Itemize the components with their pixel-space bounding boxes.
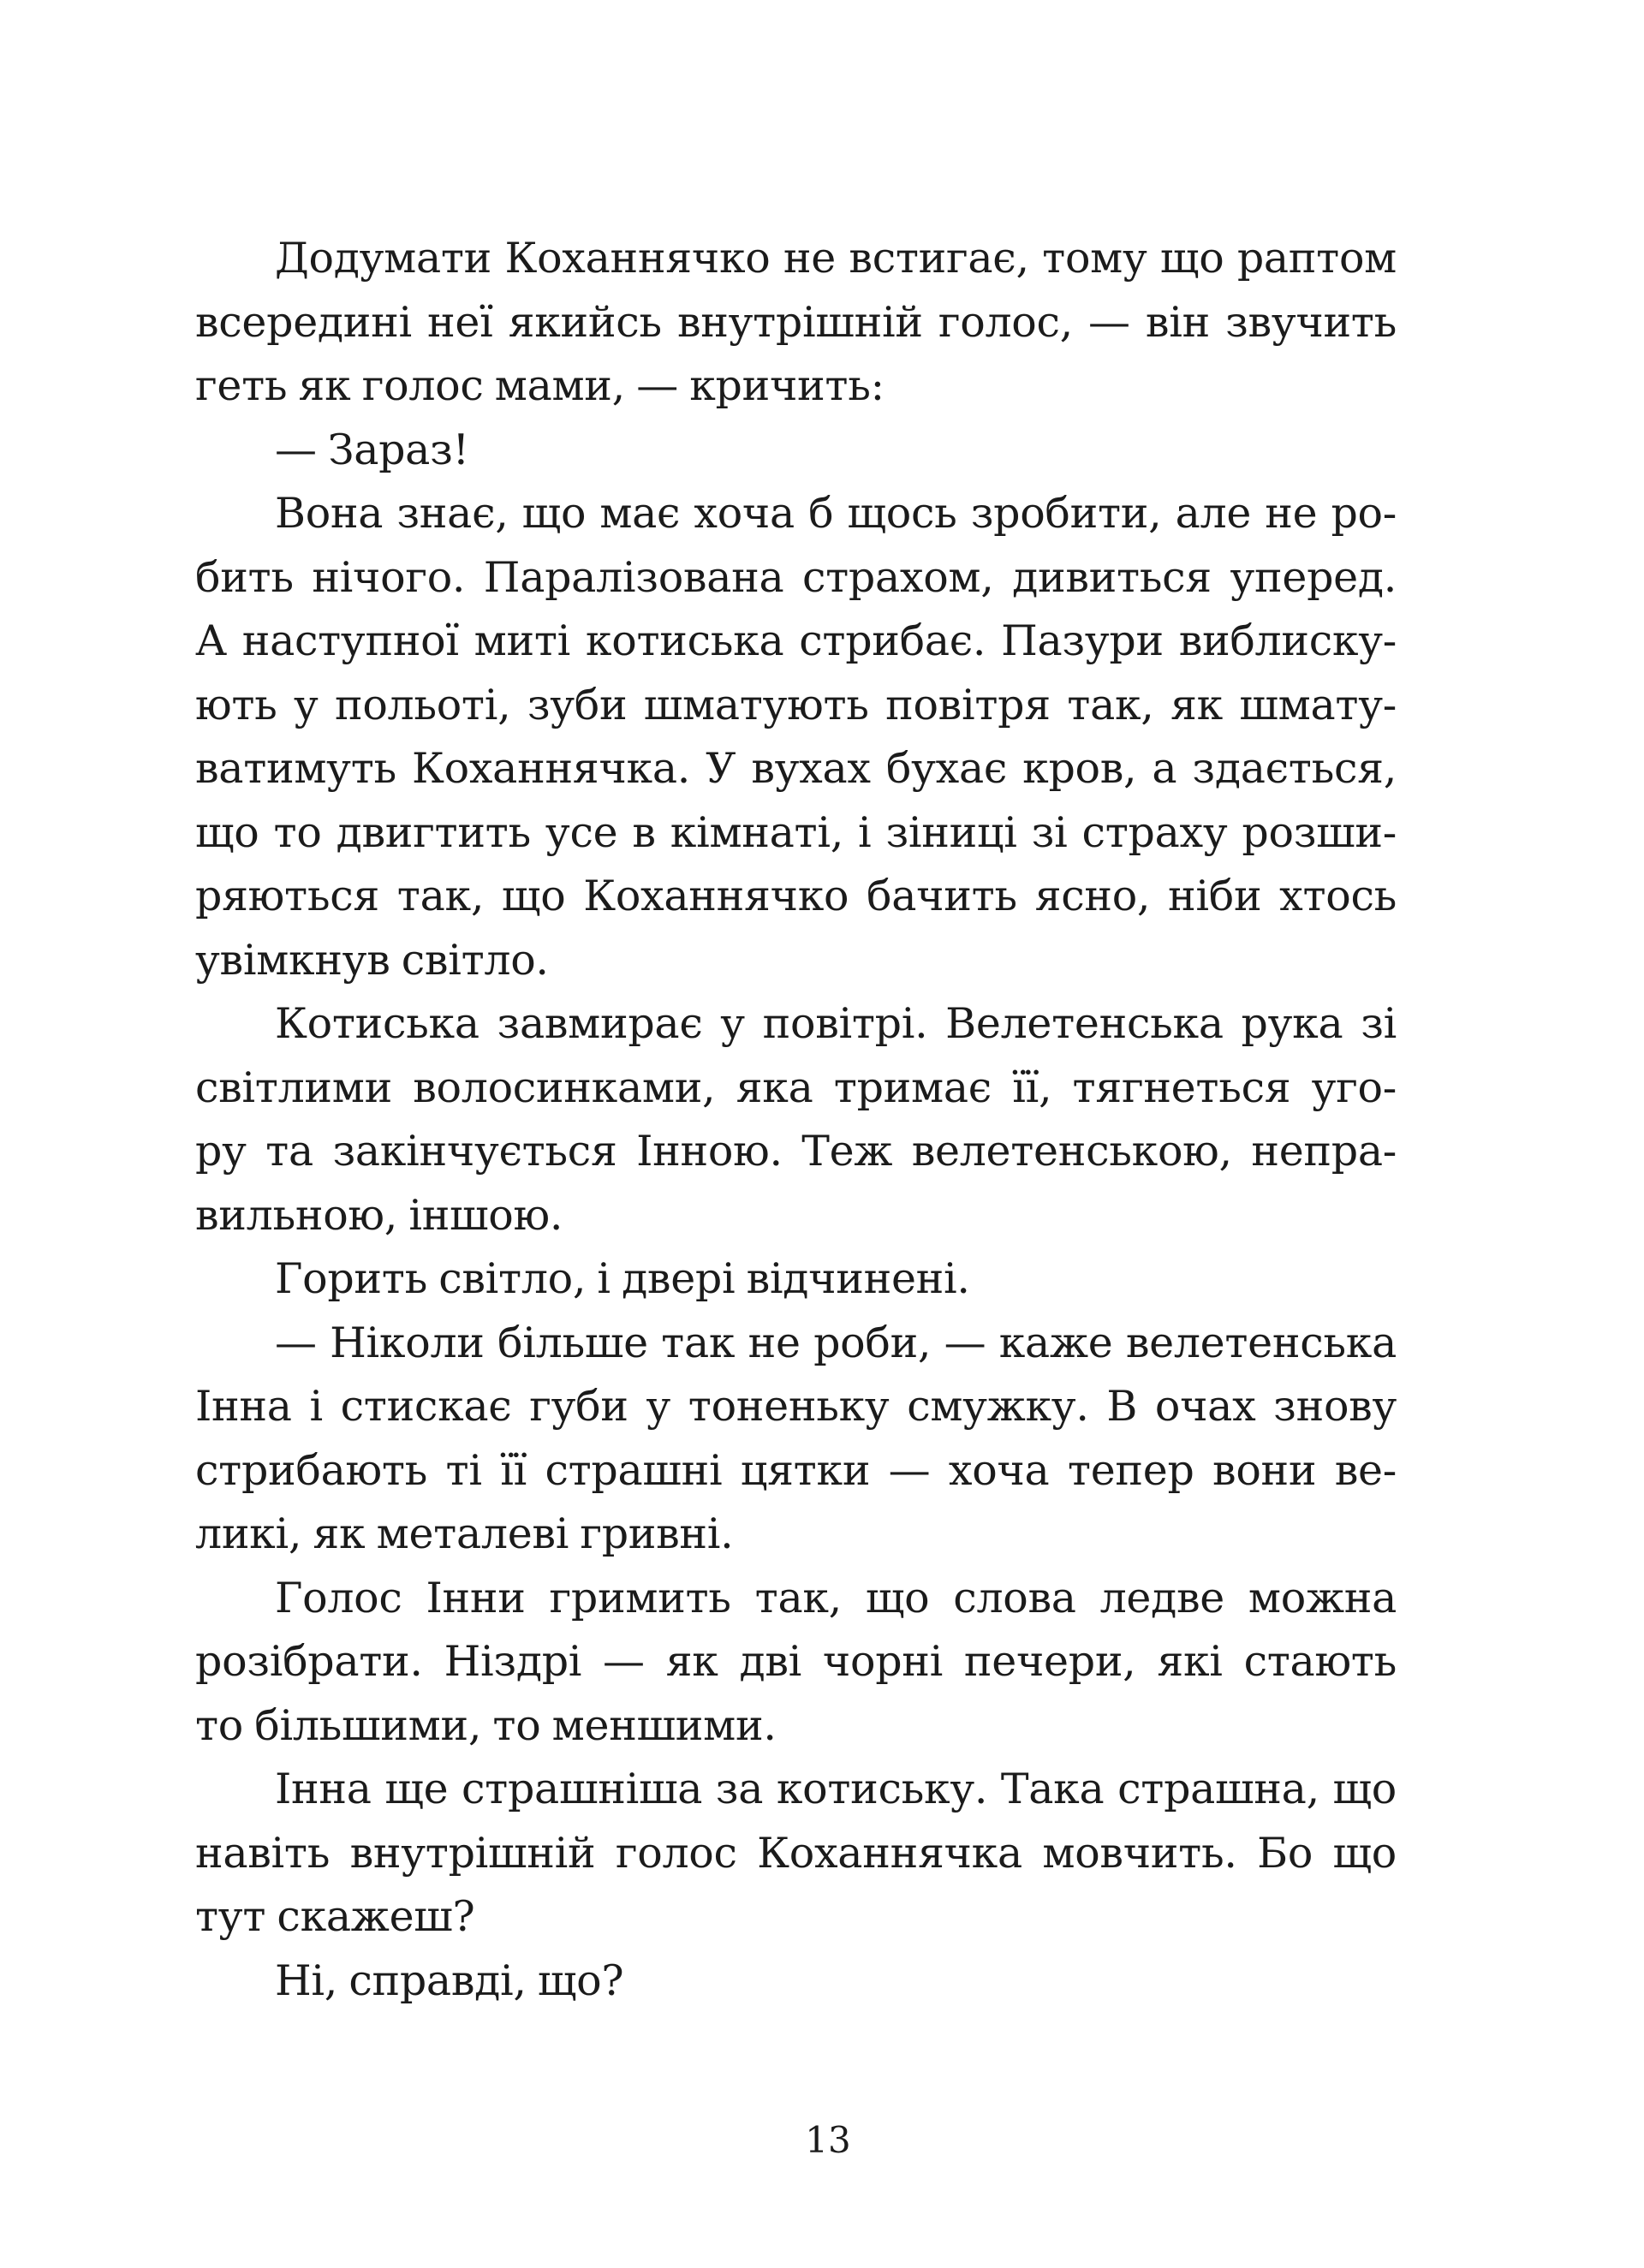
page-number: 13 [805, 2119, 851, 2161]
text-line: світлими волосинками, яка тримає її, тягнеться уго- [195, 1063, 1397, 1112]
text-line: А наступної миті котиська стрибає. Пазури виблиску- [195, 616, 1397, 665]
text-line: геть як голос мами, — кричить: [195, 361, 885, 410]
text-line: — Зараз! [275, 425, 469, 474]
text-line: Додумати Коханнячко не встигає, тому що раптом [275, 234, 1397, 283]
text-line: тут скажеш? [195, 1892, 475, 1941]
text-line: вильною, іншою. [195, 1190, 563, 1240]
text-line: Ні, справді, що? [275, 1955, 624, 2005]
text-line: ряються так, що Коханнячко бачить ясно, ніби хтось [195, 872, 1397, 920]
text-line: — Ніколи більше так не роби, — каже велетенська [275, 1318, 1397, 1367]
text-line: Голос Інни гримить так, що слова ледве можна [275, 1573, 1397, 1622]
text-line: що то двигтить усе в кімнаті, і зіниці зі страху розши- [195, 807, 1397, 857]
text-line: стрибають ті її страшні цятки — хоча тепер вони ве- [195, 1445, 1397, 1495]
text-line: Інна ще страшніша за котиську. Така страшна, що [275, 1765, 1397, 1813]
text-line: увімкнув світло. [195, 935, 549, 985]
text-line: всередині неї якийсь внутрішній голос, — він звучить [195, 297, 1397, 347]
text-line: ють у польоті, зуби шматують повітря так, як шмату- [195, 680, 1397, 729]
text-line: Вона знає, що має хоча б щось зробити, але не ро- [275, 489, 1397, 538]
text-line: Котиська завмирає у повітрі. Велетенська рука зі [275, 999, 1397, 1048]
text-line: ликі, як металеві гривні. [195, 1509, 734, 1558]
text-line: Горить світло, і двері відчинені. [275, 1254, 970, 1303]
text-line: ру та закінчується Інною. Теж велетенською, непра- [195, 1127, 1397, 1176]
text-line: Інна і стискає губи у тоненьку смужку. В очах знову [195, 1382, 1397, 1431]
text-line: розібрати. Ніздрі — як дві чорні печери, які стають [195, 1637, 1397, 1686]
text-line: то більшими, то меншими. [195, 1700, 777, 1750]
text-line: навіть внутрішній голос Коханнячка мовчить. Бо що [195, 1828, 1397, 1878]
text-line: ватимуть Коханнячка. У вухах бухає кров, а здається, [195, 744, 1397, 793]
body-text [195, 227, 1397, 2013]
text-line: бить нічого. Паралізована страхом, дивиться уперед. [195, 552, 1397, 602]
